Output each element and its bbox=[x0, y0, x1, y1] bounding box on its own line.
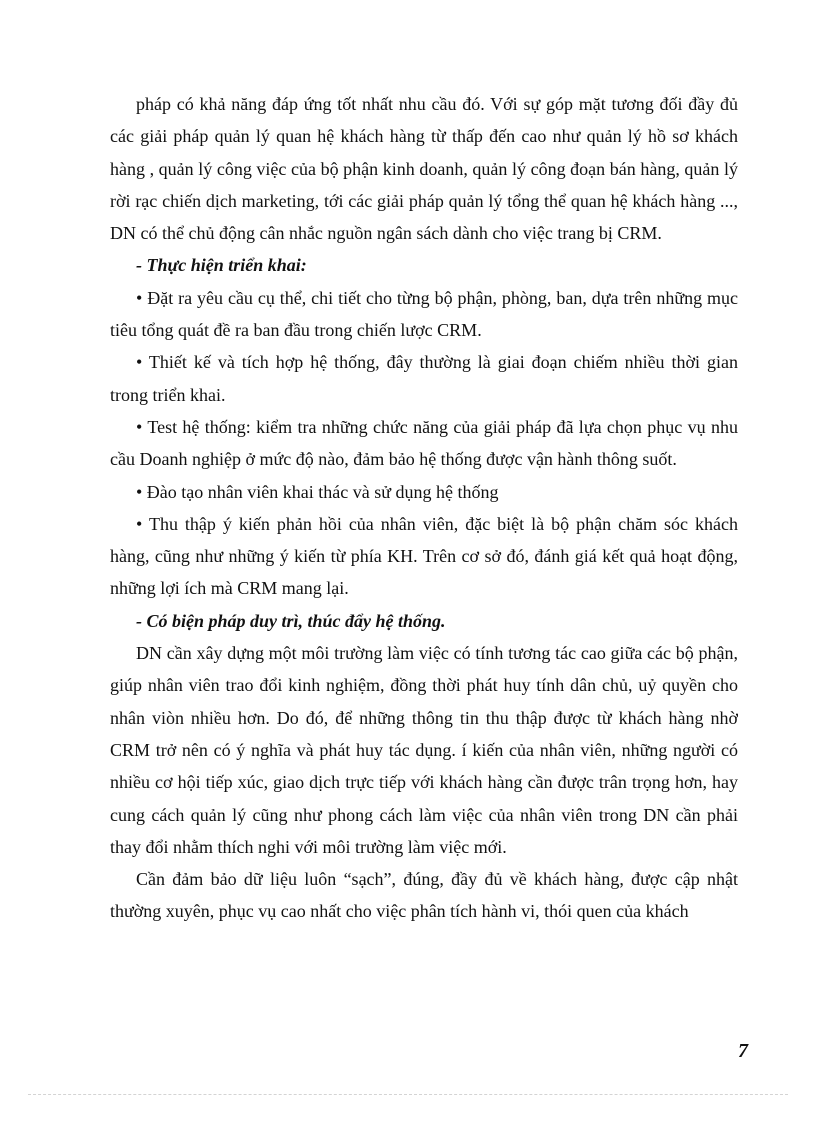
heading-implementation: - Thực hiện triển khai: bbox=[136, 255, 307, 276]
maintain-paragraph-2: Cần đảm bảo dữ liệu luôn “sạch”, đúng, đầy đủ về khách hàng, được cập nhật thường xuyên, phục vụ cao nhất cho việc phân tích hành vi, thói quen của khách bbox=[110, 869, 738, 922]
footer-divider bbox=[28, 1094, 788, 1095]
maintain-paragraph-1: DN cần xây dựng một môi trường làm việc có tính tương tác cao giữa các bộ phận, giúp nhân viên trao đổi kinh nghiệm, đồng thời phát huy tính dân chủ, uỷ quyền cho nhân viòn nhiều hơn. Do đó, để những thông tin thu thập được từ khách hàng nhờ CRM trở nên có ý nghĩa và phát huy tác dụng. í kiến của nhân viên, những người có nhiều cơ hội tiếp xúc, giao dịch trực tiếp với khách hàng cần được trân trọng hơn, hay cung cách quản lý cũng như phong cách làm việc của nhân viên trong DN cần phải thay đổi nhằm thích nghi với môi trường làm việc mới. bbox=[110, 643, 738, 857]
bullet-item-feedback: • Thu thập ý kiến phản hồi của nhân viên, đặc biệt là bộ phận chăm sóc khách hàng, cũng như những ý kiến từ phía KH. Trên cơ sở đó, đánh giá kết quả hoạt động, những lợi ích mà CRM mang lại. bbox=[110, 513, 738, 599]
bullet-item-training: • Đào tạo nhân viên khai thác và sử dụng hệ thống bbox=[136, 481, 499, 502]
page-number: 7 bbox=[738, 1040, 748, 1062]
bullet-item-test: • Test hệ thống: kiểm tra những chức năng của giải pháp đã lựa chọn phục vụ nhu cầu Doanh nghiệp ở mức độ nào, đảm bảo hệ thống được vận hành thông suốt. bbox=[110, 416, 738, 470]
document-page bbox=[110, 88, 738, 1048]
intro-paragraph: pháp có khả năng đáp ứng tốt nhất nhu cầu đó. Với sự góp mặt tương đối đầy đủ các giải pháp quản lý quan hệ khách hàng từ thấp đến cao như quản lý hồ sơ khách hàng , quản lý công việc của bộ phận kinh doanh, quản lý công đoạn bán hàng, quản lý rời rạc chiến dịch marketing, tới các giải pháp quản lý tổng thể quan hệ khách hàng ..., DN có thể chủ động cân nhắc nguồn ngân sách dành cho việc trang bị CRM. bbox=[110, 94, 738, 244]
heading-maintain: - Có biện pháp duy trì, thúc đẩy hệ thống. bbox=[136, 610, 446, 631]
bullet-item-requirements: • Đặt ra yêu cầu cụ thể, chi tiết cho từng bộ phận, phòng, ban, dựa trên những mục tiêu tổng quát đề ra ban đầu trong chiến lược CRM. bbox=[110, 287, 738, 341]
bullet-item-design: • Thiết kế và tích hợp hệ thống, đây thường là giai đoạn chiếm nhiều thời gian trong triển khai. bbox=[110, 352, 738, 405]
